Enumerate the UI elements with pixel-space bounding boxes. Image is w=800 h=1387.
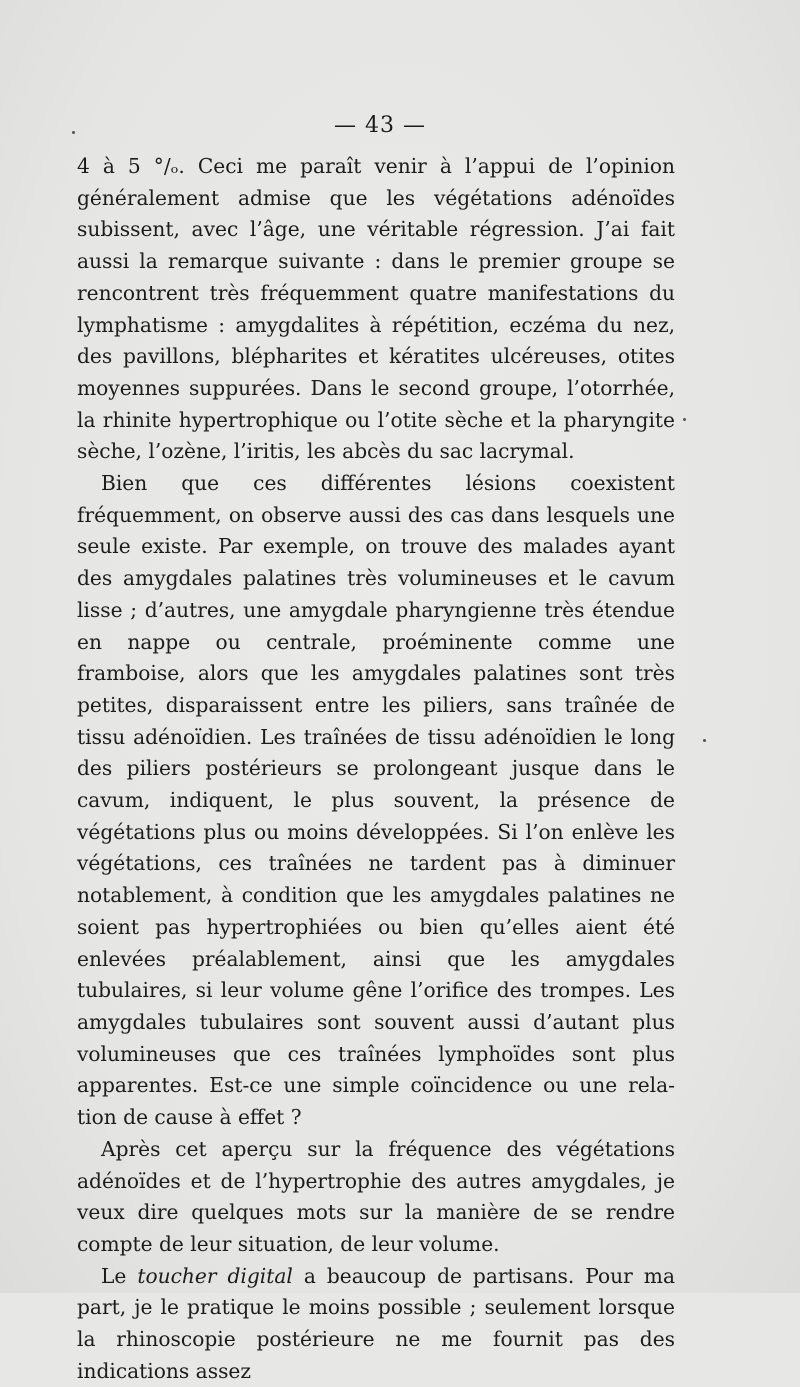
paragraph-1: 4 à 5 °/ₒ. Ceci me paraît venir à l’appui de l’opinion généralement admise que les végétations adénoïdes subissent, avec l’âge, une véritable régression. J’ai fait aussi la remarque suivante : dans le premier groupe se rencontrent très fréquemment quatre manifestations du lymphatisme : amygdalites à répétition, eczéma du nez, des pavillons, blépharites et kératites ulcéreuses, otites moyennes suppurées. Dans le second groupe, l’otorrhée, la rhinite hypertrophique ou l’otite sèche et la pharyngite sèche, l’ozène, l’iritis, les abcès du sac lacrymal. — [77, 154, 675, 464]
speck-mark — [72, 131, 75, 134]
speck-mark — [683, 418, 686, 421]
paragraph-3: Après cet aperçu sur la fréquence des végétations adénoïdes et de l’hypertrophie des autres amygdales, je veux dire quelques mots sur la manière de se rendre compte de leur situation, de leur volume. — [77, 1136, 675, 1256]
paragraph-4 — [77, 1261, 675, 1387]
paragraph-4-emphasis: toucher digital — [137, 1263, 293, 1288]
speck-mark — [703, 739, 706, 742]
page-number: — 43 — — [334, 113, 426, 138]
body-text — [77, 151, 675, 1387]
paragraph-4-prefix: Le — [101, 1263, 138, 1288]
paragraph-2: Bien que ces différentes lésions coexistent fréquemment, on observe aussi des cas dans lesquels une seule existe. Par exemple, on trouve des malades ayant des amygdales palatines très volumineuses et le cavum lisse ; d’autres, une amygdale pharyngienne très étendue en nappe ou centrale, proéminente comme une framboise, alors que les amygdales palatines sont très petites, disparaissent entre les piliers, sans traînée de tissu adénoïdien. Les traînées de tissu adénoïdien le long des piliers postérieurs se prolongeant jusque dans le cavum, indiquent, le plus souvent, la présence de végétations plus ou moins développées. Si l’on enlève les végétations, ces traînées ne tardent pas à diminuer notablement, à condition que les amygdales palatines ne soient pas hypertrophiées ou bien qu’elles aient été enlevées préalablement, ainsi que les amygdales tubulaires, si leur volume gêne l’orifice des trompes. Les amygdales tubulaires sont souvent aussi d’autant plus volumineuses que ces traînées lymphoïdes sont plus apparentes. Est-ce une simple coïncidence ou une relation de cause à effet ? — [77, 471, 675, 1130]
paragraph-4-text: a beaucoup de partisans. Pour ma part, je le pratique le moins possible ; seulement lorsque la rhinoscopie postérieure ne me fournit pas des indications assez — [77, 1263, 675, 1383]
